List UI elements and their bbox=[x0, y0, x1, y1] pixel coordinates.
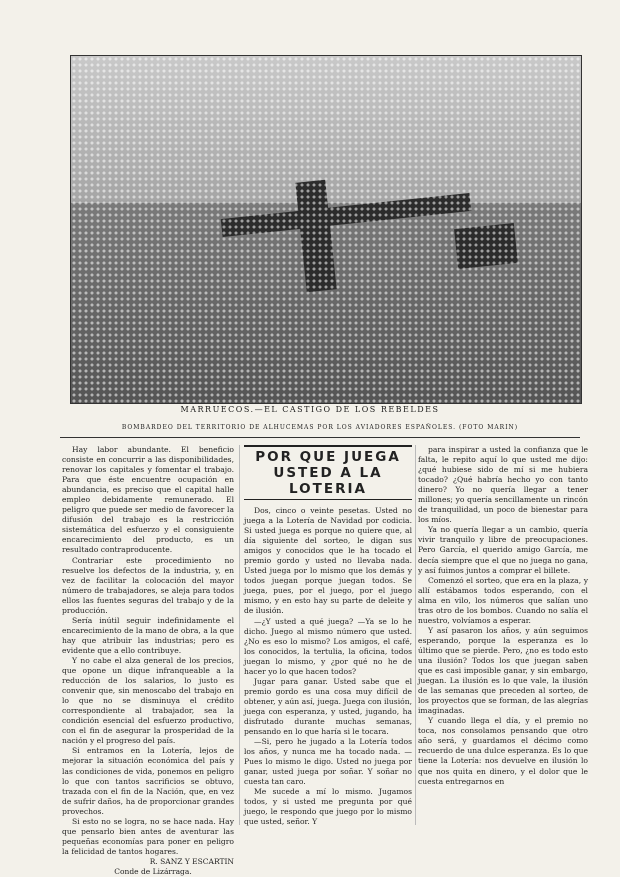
news-photo bbox=[70, 55, 582, 404]
caption-rule bbox=[60, 437, 580, 438]
paragraph: Dos, cinco o veinte pesetas. Usted no juega a la Lotería de Navidad por codicia. Si usted juega es porque no quiere que, al día siguiente del sorteo, le digan sus amigos y conocidos que le ha tocado el premio gordo y usted no llevaba nada. Usted juega por lo mismo que los demás y todos juegan porque juegan todos. Se juega, pues, por el juego, por el juego mismo, y en esto hay su parte de deleite y de ilusión. bbox=[244, 506, 412, 616]
paragraph: —¿Y usted a qué juega? —Ya se lo he dicho. Juego al mismo número que usted. ¿No es eso lo mismo? Los amigos, el café, los conocidos, la tertulia, la oficina, todos juegan lo mismo, y ¿por qué no he de hacer yo lo que hacen todos? bbox=[244, 616, 412, 676]
paragraph: Contrariar este procedimiento no resuelve los defectos de la industria, y, en vez de facilitar la colocación del mayor número de trabajadores, se aleja para todos ellos las fuentes seguras del trabajo y de la producción. bbox=[62, 555, 234, 615]
paragraph: Jugar para ganar. Usted sabe que el premio gordo es una cosa muy difícil de obtener, y aún así, juega. Juega con ilusión, juega con esperanza, y usted, jugando, ha disfrutado durante muchas semanas, pensando en lo que haría si le tocara. bbox=[244, 676, 412, 737]
paragraph: Si entramos en la Lotería, lejos de mejorar la situación económica del país y las condiciones de vida, ponemos en peligro lo que con tantos sacrificios se obtuvo, trazada con el fin de la Nación, que, en vez de sufrir daños, ha de proporcionar grandes provechos. bbox=[62, 746, 234, 816]
left-column bbox=[62, 445, 234, 876]
paragraph: —Si, pero he jugado a la Lotería todos los años, y nunca me ha tocado nada. —Pues lo mismo le digo. Usted no juega por ganar, usted juega por soñar. Y soñar no cuesta tan caro. bbox=[244, 737, 412, 787]
photo-title: MARRUECOS.—EL CASTIGO DE LOS REBELDES bbox=[180, 405, 440, 414]
column-divider-2 bbox=[415, 445, 416, 825]
halftone-texture bbox=[71, 56, 581, 403]
paragraph: Y cuando llega el día, y el premio no toca, nos consolamos pensando que otro año será, y guardamos el décimo como recuerdo de una dulce esperanza. Es lo que tiene la Lotería: nos devuelve en ilusión lo que nos quita en dinero, y el dolor que le cuesta entregarnos en bbox=[418, 716, 588, 786]
paragraph: Y así pasaron los años, y aún seguimos esperando, porque la esperanza es lo último que se pierde. Pero, ¿no es todo esto una ilusión? Todos los que juegan saben que es casi imposible ganar, y sin embargo, juegan. La ilusión es lo que vale, la ilusión de las semanas que preceden al sorteo, de los proyectos que se forman, de las alegrías imaginadas. bbox=[418, 625, 588, 716]
paragraph: Sería inútil seguir indefinidamente el encarecimiento de la mano de obra, a la que hay que atribuir las industrias; pero es evidente que a ello contribuye. bbox=[62, 615, 234, 655]
paragraph: Hay labor abundante. El beneficio consiste en concurrir a las disponibilidades, renovar los capitales y fomentar el trabajo. Para que éste encuentre ocupación en abundancia, es preciso que el capital halle empleo debidamente remunerado. El peligro que puede ser medio de favorecer la difusión del trabajo es la restricción sistemática del esfuerzo y el consiguiente encarecimiento del producto, es un resultado contraproducente. bbox=[62, 445, 234, 555]
paragraph: Ya no quería llegar a un cambio, quería vivir tranquilo y libre de preocupaciones. Pero García, el querido amigo García, me decía siempre que el que no juega no gana, y así fuimos juntos a comprar el billete. bbox=[418, 525, 588, 575]
article-headline: POR QUE JUEGA USTED A LA LOTERIA bbox=[244, 445, 412, 500]
photo-subtitle: BOMBARDEO DEL TERRITORIO DE ALHUCEMAS POR LOS AVIADORES ESPAÑOLES. (FOTO MARIN) bbox=[121, 424, 519, 431]
paragraph: Y no cabe el alza general de los precios, que opone un dique infranqueable a la reducción de los salarios, lo justo es convenir que, sin menoscabo del trabajo en lo que no se disminuya el crédito correspondiente al trabajador, sea la condición esencial del esfuerzo productivo, con el fin de asegurar la prosperidad de la nación y el progreso del país. bbox=[62, 655, 234, 746]
column-divider-1 bbox=[239, 445, 240, 825]
paragraph: Me sucede a mí lo mismo. Jugamos todos, y si usted me pregunta por qué juego, le respondo que juego por lo mismo que usted, señor. Y bbox=[244, 787, 412, 827]
paragraph: para inspirar a usted la confianza que le falta, le repito aquí lo que usted me dijo: ¿qué hubiese sido de mí si me hubiera tocado? ¿Qué habría hecho yo con tanto dinero? Yo no quería llegar a tener millones; yo quería sencillamente un rincón de tranquilidad, un poco de bienestar para los míos. bbox=[418, 445, 588, 525]
author-signature: R. SANZ Y ESCARTIN bbox=[149, 856, 234, 866]
paragraph: Comenzó el sorteo, que era en la plaza, y allí estábamos todos esperando, con el alma en vilo, los números que salían uno tras otro de los bombos. Cuando no salía el nuestro, volvíamos a esperar. bbox=[418, 575, 588, 625]
article-column bbox=[244, 445, 412, 831]
author-title: Conde de Lizárraga. bbox=[114, 866, 192, 876]
paragraph: Si esto no se logra, no se hace nada. Hay que pensarlo bien antes de aventurar las pequeñas economías para poner en peligro la felicidad de tantos hogares. bbox=[62, 816, 234, 856]
right-column bbox=[418, 445, 588, 831]
